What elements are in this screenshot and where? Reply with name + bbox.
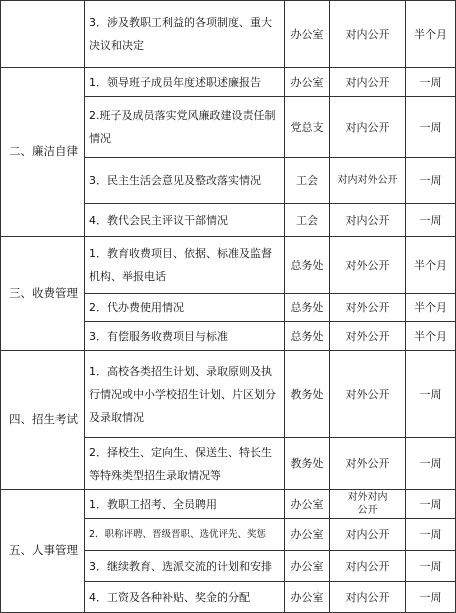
- item-cell: [85, 582, 284, 612]
- scope-cell: [330, 294, 405, 321]
- period-text: 一周: [419, 590, 442, 604]
- scope-text: 对外公开: [345, 387, 390, 401]
- item-text: 1．领导班子成员年度述职述廉报告: [89, 75, 261, 89]
- item-cell: [85, 322, 284, 350]
- category-cell: [1, 350, 84, 489]
- scope-text: 对内对外公开: [337, 175, 398, 186]
- period-text: 一周: [419, 75, 442, 89]
- scope-text: 对外公开: [345, 329, 390, 343]
- item-cell: [85, 158, 284, 203]
- period-cell: [406, 551, 455, 581]
- item-text: 3．民主生活会意见及整改落实情况: [89, 174, 261, 187]
- item-text: 3．继续教育、选派交流的计划和安排: [89, 559, 272, 573]
- category-label: 五、人事管理: [9, 543, 78, 557]
- period-cell: [406, 97, 455, 157]
- period-text: 半个月: [414, 329, 447, 343]
- dept-cell: [285, 294, 329, 321]
- dept-text: 办公室: [290, 559, 324, 573]
- dept-text: 工会: [296, 174, 318, 187]
- dept-cell: [285, 237, 329, 293]
- scope-text-line1: 对外对内: [347, 492, 388, 503]
- item-text: 2．择校生、定向生、保送生、特长生等特殊类型招生录取情况等: [89, 445, 272, 482]
- dept-cell: [285, 519, 329, 550]
- period-cell: [406, 158, 455, 203]
- dept-text: 教务处: [290, 457, 324, 470]
- scope-text: 对外公开: [345, 301, 390, 314]
- dept-cell: [285, 438, 329, 489]
- dept-text: 总务处: [290, 329, 324, 343]
- period-text: 半个月: [414, 27, 447, 41]
- scope-cell: [330, 237, 405, 293]
- dept-text: 工会: [296, 213, 318, 227]
- period-cell: [406, 237, 455, 293]
- scope-text: 对内公开: [345, 590, 390, 604]
- period-cell: [406, 490, 455, 518]
- item-text: 3．有偿服务收费项目与标准: [89, 329, 228, 343]
- dept-cell: [285, 68, 329, 96]
- period-text: 半个月: [414, 301, 447, 314]
- item-text: 4．工资及各种补贴、奖金的分配: [89, 590, 250, 604]
- dept-cell: [285, 551, 329, 581]
- item-text: 1．教职工招考、全员聘用: [89, 497, 217, 511]
- item-cell: [85, 551, 284, 581]
- dept-text: 办公室: [290, 27, 324, 41]
- dept-text: 办公室: [290, 497, 324, 511]
- item-text: 2．职称评聘、晋级晋职、选优评先、奖惩: [89, 529, 267, 540]
- scope-cell: [330, 438, 405, 489]
- item-cell: [85, 68, 284, 96]
- scope-cell: [330, 351, 405, 437]
- scope-cell: [330, 1, 405, 67]
- period-cell: [406, 1, 455, 67]
- dept-text: 办公室: [290, 590, 324, 604]
- item-cell: [85, 237, 284, 293]
- item-text: 2．代办费使用情况: [89, 301, 184, 314]
- item-cell: [85, 1, 284, 67]
- scope-cell: [330, 490, 405, 518]
- scope-text: 对外公开: [345, 258, 390, 272]
- scope-text: 对内公开: [345, 528, 390, 541]
- period-text: 一周: [419, 213, 442, 227]
- dept-cell: [285, 582, 329, 612]
- category-label: 四、招生考试: [9, 412, 78, 426]
- item-cell: [85, 204, 284, 236]
- period-text: 一周: [419, 528, 442, 541]
- scope-cell: [330, 68, 405, 96]
- period-cell: [406, 294, 455, 321]
- item-text: 3．涉及教职工利益的各项制度、重大决议和决定: [89, 16, 272, 52]
- scope-cell: [330, 204, 405, 236]
- item-text: 2.班子及成员落实党风廉政建设责任制情况: [89, 109, 276, 145]
- scope-text: 对内公开: [345, 27, 390, 41]
- period-cell: [406, 322, 455, 350]
- dept-cell: [285, 322, 329, 350]
- category-label: 二、廉洁自律: [9, 144, 78, 158]
- scope-cell: [330, 322, 405, 350]
- period-text: 一周: [419, 559, 442, 573]
- dept-cell: [285, 351, 329, 437]
- scope-cell: [330, 582, 405, 612]
- item-cell: [85, 294, 284, 321]
- scope-cell: [330, 519, 405, 550]
- scope-cell: [330, 97, 405, 157]
- item-text: 1．高校各类招生计划、录取原则及执行情况或中小学校招生计划、片区划分及录取情况: [89, 364, 276, 424]
- period-text: 一周: [419, 174, 442, 187]
- item-cell: [85, 351, 284, 437]
- scope-text: 对内公开: [345, 213, 390, 227]
- category-cell: [1, 489, 84, 612]
- period-text: 半个月: [414, 258, 447, 272]
- dept-text: 党总支: [290, 120, 324, 134]
- category-label: 三、收费管理: [9, 285, 78, 300]
- scope-text: 对内公开: [345, 120, 390, 134]
- period-cell: [406, 68, 455, 96]
- scope-cell: [330, 158, 405, 203]
- dept-cell: [285, 1, 329, 67]
- item-cell: [85, 519, 284, 550]
- scope-text: 对内公开: [345, 75, 390, 89]
- period-text: 一周: [419, 387, 442, 401]
- item-cell: [85, 97, 284, 157]
- dept-text: 办公室: [290, 528, 324, 541]
- item-text: 4．教代会民主评议干部情况: [89, 213, 228, 227]
- dept-text: 总务处: [290, 301, 324, 314]
- period-text: 一周: [419, 497, 442, 511]
- category-cell: [1, 236, 84, 350]
- period-cell: [406, 351, 455, 437]
- item-cell: [85, 490, 284, 518]
- scope-text-line2: 公开: [357, 505, 378, 516]
- period-text: 一周: [419, 457, 442, 470]
- period-cell: [406, 582, 455, 612]
- dept-cell: [285, 204, 329, 236]
- dept-cell: [285, 97, 329, 157]
- scope-text: 对外公开: [345, 457, 390, 470]
- period-cell: [406, 438, 455, 489]
- scope-cell: [330, 551, 405, 581]
- scope-text: 对内公开: [345, 559, 390, 573]
- dept-cell: [285, 158, 329, 203]
- period-cell: [406, 519, 455, 550]
- item-text: 1．教育收费项目、依据、标准及监督机构、举报电话: [89, 247, 272, 283]
- period-cell: [406, 204, 455, 236]
- dept-text: 教务处: [290, 387, 324, 401]
- category-cell: [1, 67, 84, 236]
- item-cell: [85, 438, 284, 489]
- dept-text: 总务处: [290, 258, 324, 272]
- period-text: 一周: [419, 120, 442, 134]
- dept-text: 办公室: [290, 75, 324, 89]
- dept-cell: [285, 490, 329, 518]
